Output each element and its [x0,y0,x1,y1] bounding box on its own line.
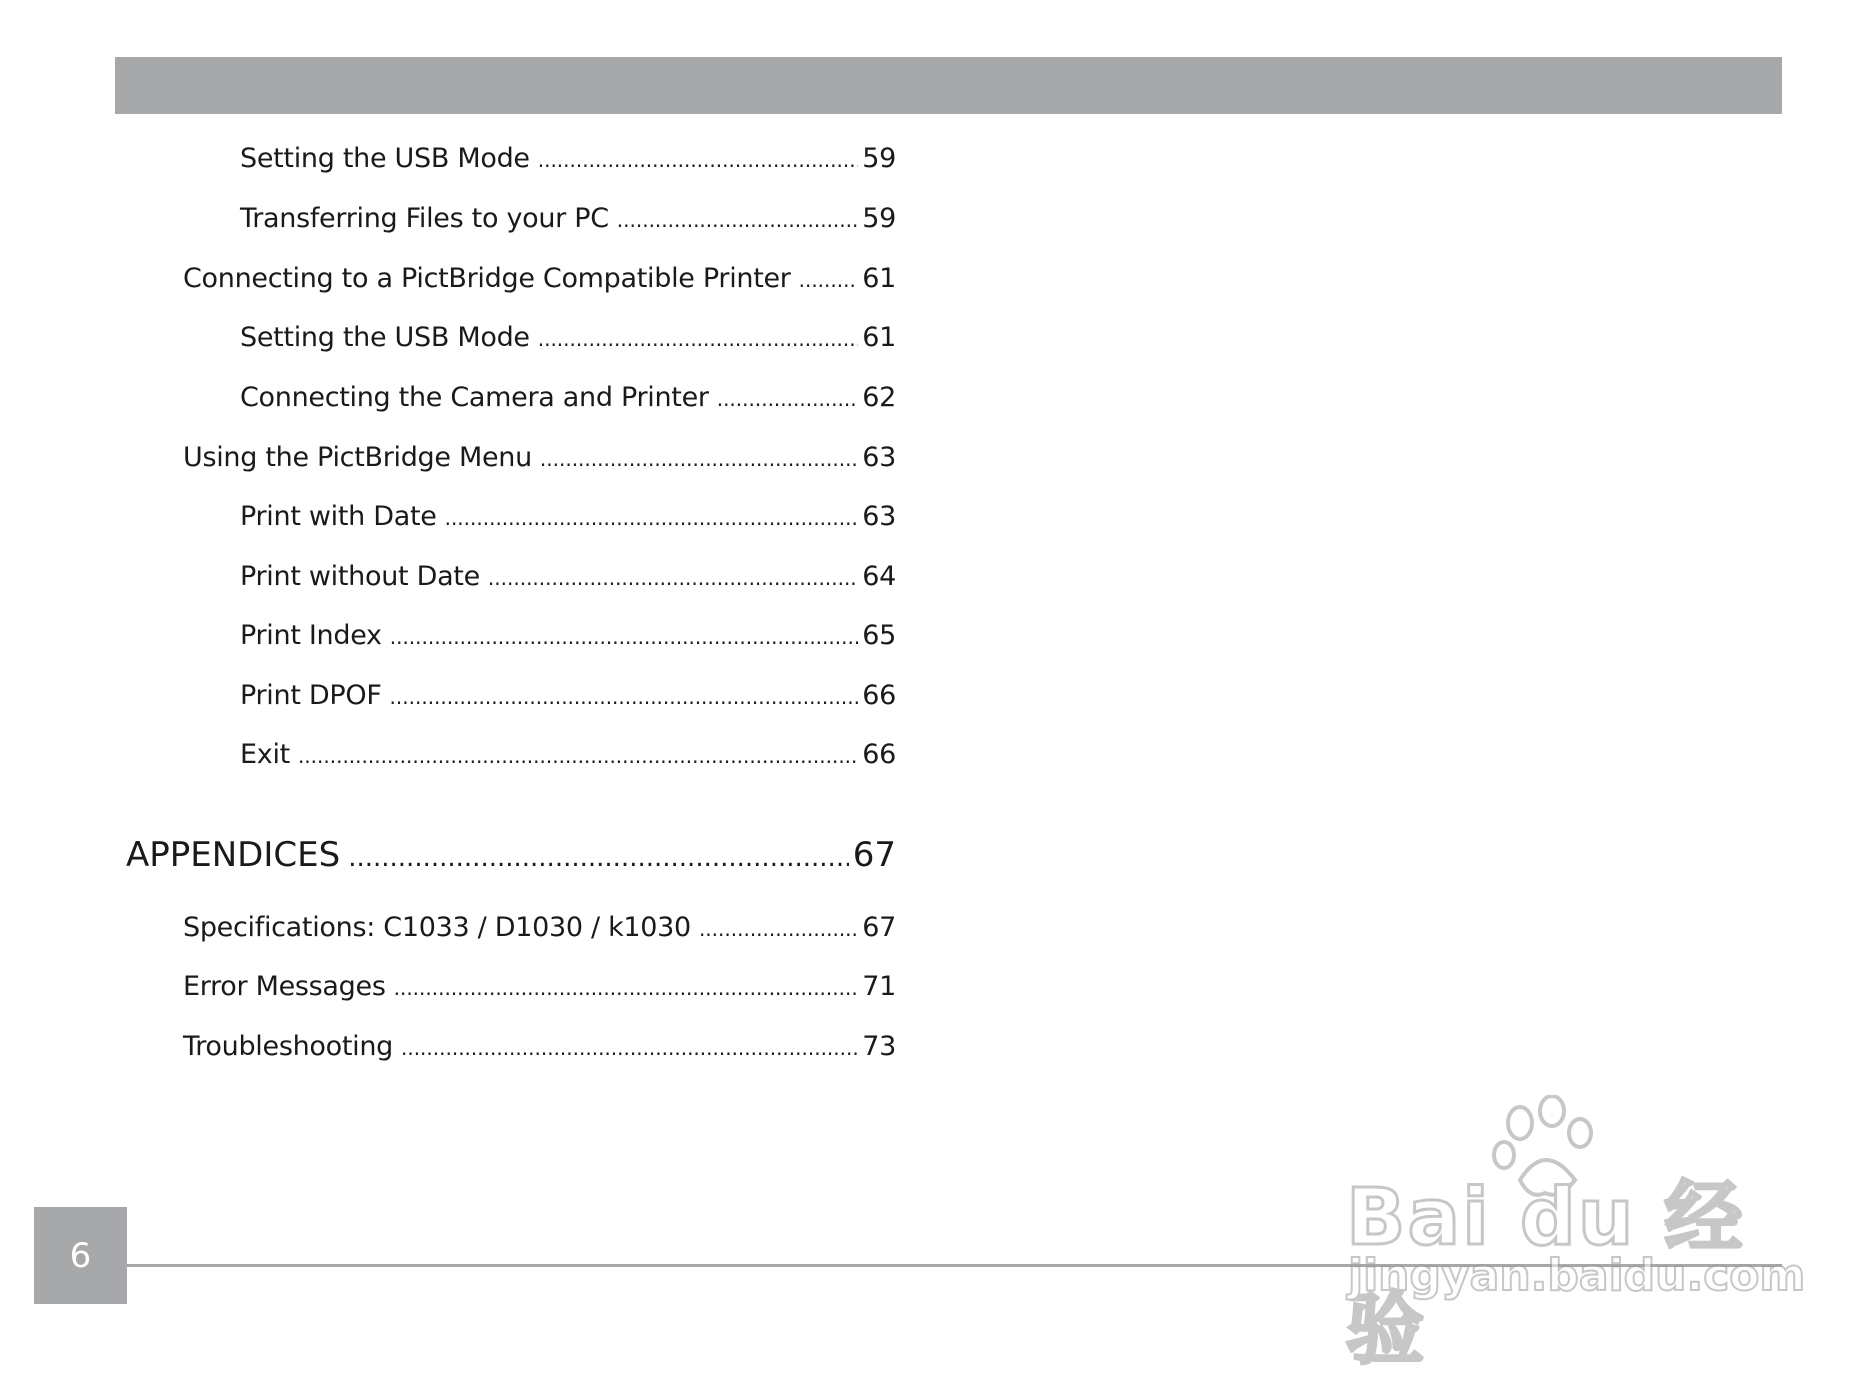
toc-entry-title: Connecting to a PictBridge Compatible Printer [183,263,791,294]
toc-dot-leader [799,268,859,292]
toc-entry-page: 66 [862,739,896,770]
toc-entry-page: 67 [862,912,896,943]
toc-entry-setting-usb-mode-2[interactable] [240,322,896,353]
toc-dot-leader [348,843,849,873]
toc-entry-title: Print with Date [240,501,437,532]
toc-dot-leader [540,447,858,471]
toc-dot-leader [538,327,859,351]
toc-entry-title: Setting the USB Mode [240,143,530,174]
toc-entry-error-messages[interactable] [183,971,896,1002]
toc-entry-title: Error Messages [183,971,386,1002]
toc-entry-print-with-date[interactable] [240,501,896,532]
toc-entry-using-pictbridge-menu[interactable] [183,442,896,473]
toc-entry-print-dpof[interactable] [240,680,896,711]
watermark-url: jingyan.baidu.com [1348,1250,1806,1301]
toc-entry-page: 63 [862,442,896,473]
toc-entry-page: 63 [862,501,896,532]
toc-dot-leader [699,917,858,941]
toc-entry-title: APPENDICES [126,835,341,875]
toc-entry-page: 73 [862,1031,896,1062]
toc-entry-page: 64 [862,561,896,592]
toc-dot-leader [488,566,858,590]
page-number-tab [34,1207,127,1304]
toc-entry-specifications[interactable] [183,912,896,943]
toc-dot-leader [390,625,859,649]
toc-entry-print-index[interactable] [240,620,896,651]
toc-dot-leader [717,387,859,411]
toc-entry-troubleshooting[interactable] [183,1031,896,1062]
toc-entry-title: Using the PictBridge Menu [183,442,532,473]
toc-entry-title: Print without Date [240,561,480,592]
toc-entry-page: 59 [862,143,896,174]
toc-entry-page: 62 [862,382,896,413]
toc-entry-page: 65 [862,620,896,651]
toc-entry-transferring-files[interactable] [240,203,896,234]
toc-dot-leader [538,148,859,172]
toc-entry-title: Print Index [240,620,382,651]
toc-entry-title: Setting the USB Mode [240,322,530,353]
toc-entry-page: 66 [862,680,896,711]
toc-entry-title: Print DPOF [240,680,382,711]
toc-entry-page: 61 [862,322,896,353]
toc-entry-print-without-date[interactable] [240,561,896,592]
toc-dot-leader [617,208,858,232]
toc-entry-exit[interactable] [240,739,896,770]
toc-entry-title: Troubleshooting [183,1031,393,1062]
toc-entry-page: 71 [862,971,896,1002]
toc-entry-connecting-pictbridge[interactable] [183,263,896,294]
baidu-watermark [1340,1095,1806,1375]
toc-entry-appendices[interactable] [126,835,896,875]
toc-dot-leader [445,506,859,530]
toc-dot-leader [401,1036,858,1060]
toc-dot-leader [298,744,858,768]
toc-dot-leader [394,976,859,1000]
toc-dot-leader [390,685,859,709]
toc-entry-page: 59 [862,203,896,234]
toc-entry-title: Transferring Files to your PC [240,203,609,234]
toc-entry-title: Specifications: C1033 / D1030 / k1030 [183,912,691,943]
toc-entry-title: Connecting the Camera and Printer [240,382,709,413]
toc-entry-connecting-camera-printer[interactable] [240,382,896,413]
toc-entry-setting-usb-mode-1[interactable] [240,143,896,174]
watermark-brand: Bai du 经验 [1346,1173,1745,1375]
toc-entry-page: 61 [862,263,896,294]
page-number: 6 [69,1235,92,1276]
toc-entry-title: Exit [240,739,290,770]
toc-entry-page: 67 [852,835,896,875]
